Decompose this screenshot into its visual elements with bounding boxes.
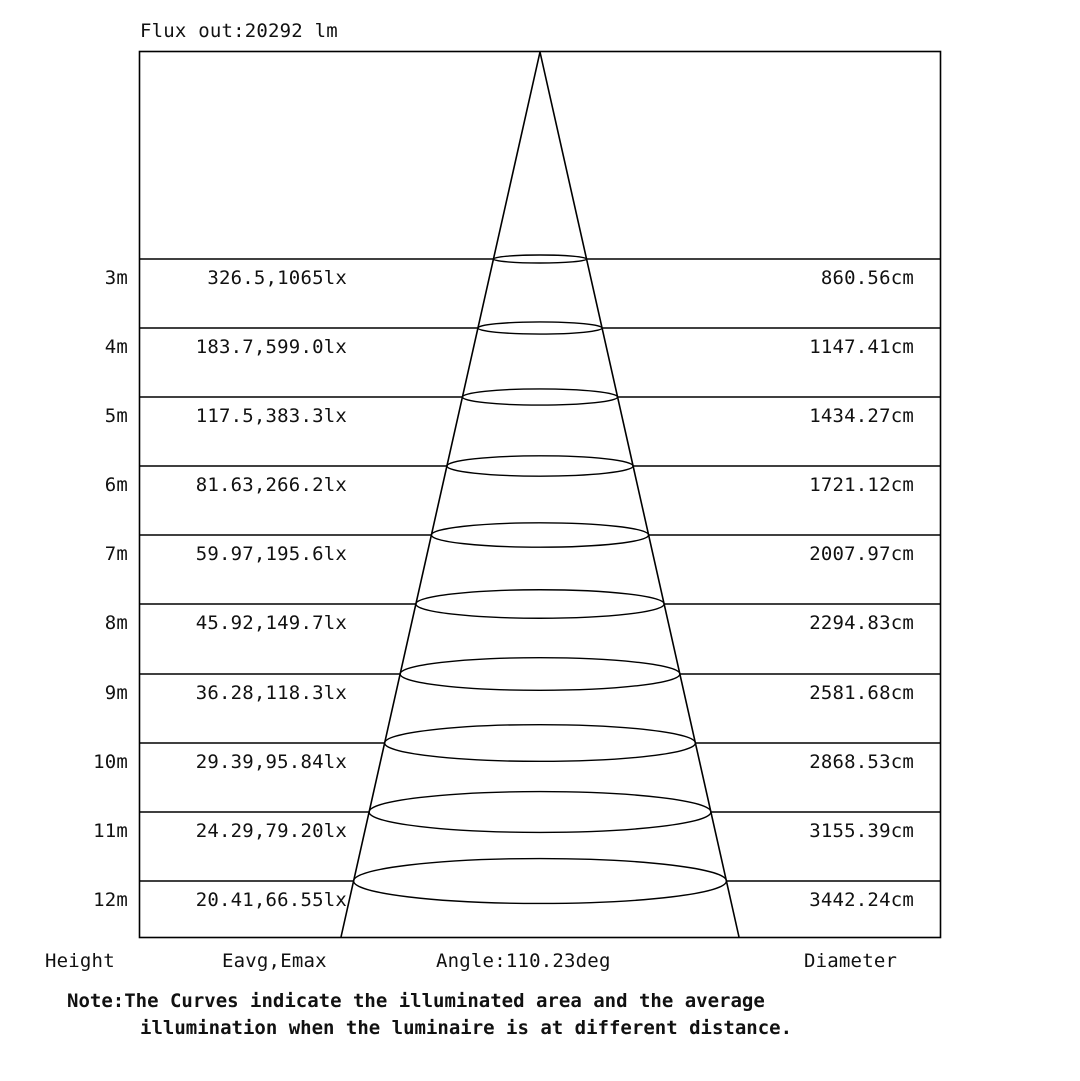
height-value: 6m [104,474,128,496]
illuminated-area-ellipse [416,590,664,619]
beam-angle-label: Angle:110.23deg [436,950,611,972]
beam-cone-left-edge [341,52,540,937]
eavg-emax-value: 183.7,599.0lx [195,336,347,358]
height-value: 7m [104,543,128,565]
height-value: 12m [93,889,128,911]
height-value: 5m [104,405,128,427]
diameter-value: 860.56cm [820,267,914,289]
eavg-emax-value: 29.39,95.84lx [195,751,347,773]
eavg-emax-value: 117.5,383.3lx [195,405,347,427]
diameter-value: 2581.68cm [809,682,914,704]
eavg-emax-value: 81.63,266.2lx [195,474,347,496]
diameter-value: 2007.97cm [809,543,914,565]
height-axis-label: Height [45,950,115,972]
illuminated-area-ellipse [493,255,586,263]
illuminated-area-ellipse [447,456,633,476]
illuminated-area-ellipse [385,725,696,762]
eavg-emax-value: 326.5,1065lx [207,267,347,289]
diameter-value: 3155.39cm [809,820,914,842]
height-value: 10m [93,751,128,773]
height-value: 3m [104,267,128,289]
eavg-emax-value: 20.41,66.55lx [195,889,347,911]
illuminated-area-ellipse [400,658,680,691]
height-value: 4m [104,336,128,358]
eavg-emax-axis-label: Eavg,Emax [222,950,327,972]
height-value: 11m [93,820,128,842]
height-value: 9m [104,682,128,704]
height-value: 8m [104,612,128,634]
illuminated-area-ellipse [462,389,617,405]
diameter-value: 2868.53cm [809,751,914,773]
diameter-value: 1434.27cm [809,405,914,427]
illuminated-area-ellipse [478,322,602,334]
illuminated-area-ellipse [431,523,648,547]
note-line-1: Note:The Curves indicate the illuminated area and the average [67,990,765,1012]
diameter-value: 3442.24cm [809,889,914,911]
illuminated-area-ellipses [354,255,727,903]
illuminated-area-ellipse [369,792,711,833]
diameter-value: 1147.41cm [809,336,914,358]
beam-cone-right-edge [540,52,739,937]
note-line-2: illumination when the luminaire is at different distance. [140,1017,793,1039]
diameter-value: 2294.83cm [809,612,914,634]
flux-output-label: Flux out:20292 lm [140,20,338,42]
eavg-emax-value: 59.97,195.6lx [195,543,347,565]
illuminated-area-ellipse [354,859,727,904]
beam-cone [341,52,739,937]
diameter-value: 1721.12cm [809,474,914,496]
eavg-emax-value: 24.29,79.20lx [195,820,347,842]
eavg-emax-value: 36.28,118.3lx [195,682,347,704]
eavg-emax-value: 45.92,149.7lx [195,612,347,634]
diameter-axis-label: Diameter [804,950,898,972]
